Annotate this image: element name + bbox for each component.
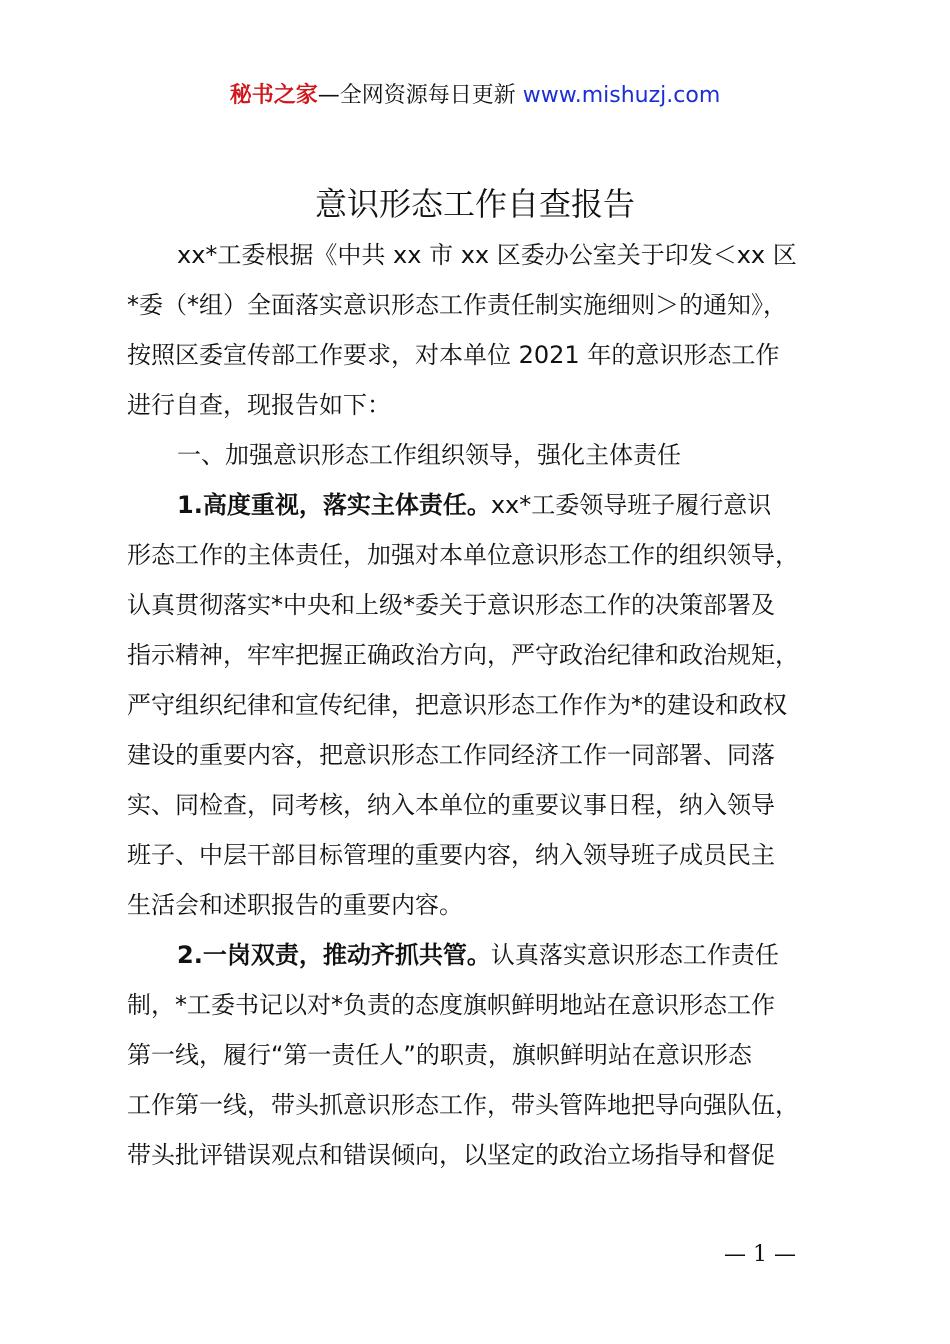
text-line: 建设的重要内容，把意识形态工作同经济工作一同部署、同落 [127,741,775,769]
document-body [127,230,847,1180]
text-line: 带头批评错误观点和错误倾向，以坚定的政治立场指导和督促 [127,1141,775,1169]
text-line: 班子、中层干部目标管理的重要内容，纳入领导班子成员民主 [127,841,775,869]
text-line: 指示精神，牢牢把握正确政治方向，严守政治纪律和政治规矩， [127,641,799,669]
section-heading [127,430,847,480]
text-line: 形态工作的主体责任，加强对本单位意识形态工作的组织领导， [127,541,799,569]
site-url-link[interactable]: www.mishuzj.com [522,83,721,108]
site-header [0,80,950,112]
text-line: 严守组织纪律和宣传纪律，把意识形态工作作为*的建设和政权 [127,691,787,719]
item-2-heading: 2.一岗双责，推动齐抓共管。 [177,941,491,969]
text-line: 第一线，履行“第一责任人”的职责，旗帜鲜明站在意识形态 [127,1041,752,1069]
text-line: xx*工委根据《中共 xx 市 xx 区委办公室关于印发＜xx 区 [177,241,797,269]
header-tagline: —全网资源每日更新 [317,83,523,108]
text-line: 生活会和述职报告的重要内容。 [127,891,463,919]
item-2-first-line: 认真落实意识形态工作责任 [490,941,779,969]
item-1-first-line: xx*工委领导班子履行意识 [490,491,772,519]
item-2-paragraph [127,930,847,1180]
text-line: 实、同检查，同考核，纳入本单位的重要议事日程，纳入领导 [127,791,775,819]
page-number: — 1 — [724,1242,796,1267]
text-line: 进行自查，现报告如下： [127,391,391,419]
text-line: *委（*组）全面落实意识形态工作责任制实施细则＞的通知》， [127,291,787,319]
text-line: 按照区委宣传部工作要求，对本单位 2021 年的意识形态工作 [127,341,780,369]
item-1-paragraph [127,480,847,930]
text-line [127,930,847,980]
text-line [127,480,847,530]
text-line: 制，*工委书记以对*负责的态度旗帜鲜明地站在意识形态工作 [127,991,775,1019]
intro-paragraph [127,230,847,430]
text-line: 认真贯彻落实*中央和上级*委关于意识形态工作的决策部署及 [127,591,775,619]
brand-name: 秘书之家 [229,83,318,108]
document-title: 意识形态工作自查报告 [314,185,635,223]
section-heading-text: 一、加强意识形态工作组织领导，强化主体责任 [177,441,681,469]
item-1-heading: 1.高度重视，落实主体责任。 [177,491,491,519]
text-line: 工作第一线，带头抓意识形态工作，带头管阵地把导向强队伍， [127,1091,799,1119]
